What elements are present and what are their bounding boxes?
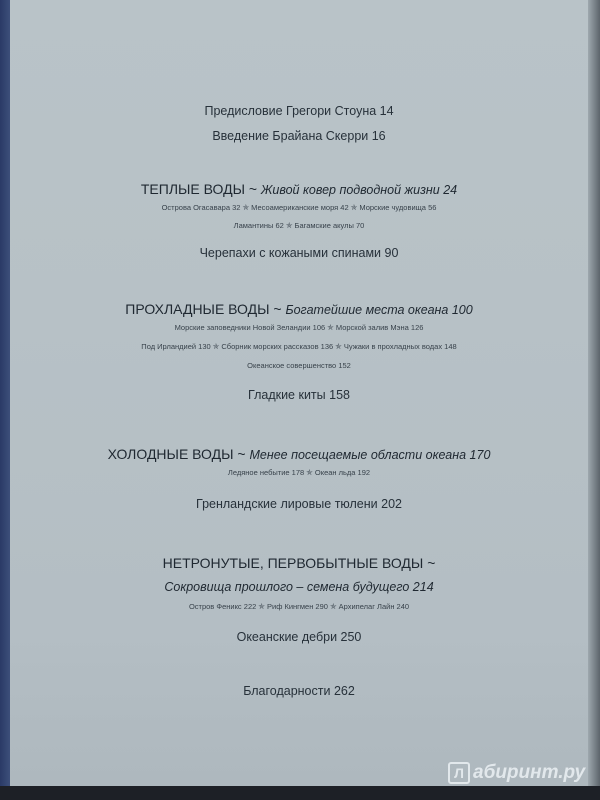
watermark-text: абиринт.ру: [473, 762, 586, 784]
toc-intro: Введение Брайана Скерри 16: [212, 129, 386, 143]
toc-item: Сборник морских рассказов 136: [221, 342, 334, 351]
toc-item: Острова Огасавара 32: [161, 203, 241, 212]
contents-page: [10, 0, 588, 786]
star-icon: ✯: [212, 342, 220, 351]
section-warm-items-row2: [10, 221, 588, 230]
section-cool-heading: [10, 301, 588, 317]
section-warm-subtitle: Живой ковер подводной жизни 24: [260, 183, 458, 197]
toc-item: Ледяное небытие 178: [227, 468, 305, 477]
toc-item: Океан льда 192: [314, 468, 371, 477]
section-warm-heading: [10, 181, 588, 197]
toc-item: Чужаки в прохладных водах 148: [343, 342, 457, 351]
section-cold-subtitle: Менее посещаемые области океана 170: [249, 448, 491, 462]
book-spine-edge: [0, 0, 10, 800]
labirint-watermark: [448, 762, 585, 784]
toc-item: Морской залив Мэна 126: [335, 323, 424, 332]
page-shadow-edge: [588, 0, 600, 800]
section-cold-title: ХОЛОДНЫЕ ВОДЫ ~: [107, 446, 246, 462]
toc-item: Океанское совершенство 152: [247, 361, 351, 370]
section-cool-title: ПРОХЛАДНЫЕ ВОДЫ ~: [125, 301, 282, 317]
section-cool-subtitle: Богатейшие места океана 100: [285, 303, 473, 317]
section-cold-heading: [10, 446, 588, 462]
star-icon: ✯: [242, 203, 250, 212]
toc-item: Морские заповедники Новой Зеландии 106: [174, 323, 326, 332]
toc-item: Морские чудовища 56: [359, 203, 437, 212]
section-pristine-title: НЕТРОНУТЫЕ, ПЕРВОБЫТНЫЕ ВОДЫ ~: [162, 555, 436, 571]
section-cool-items-row1: [10, 323, 588, 332]
section-pristine-feature: Океанские дебри 250: [236, 630, 362, 644]
section-cold-feature: Гренландские лировые тюлени 202: [196, 497, 402, 511]
section-pristine-subtitle: Сокровища прошлого – семена будущего 214: [164, 580, 434, 594]
toc-preface: Предисловие Грегори Стоуна 14: [204, 104, 394, 118]
section-pristine-items-row1: [10, 602, 588, 611]
section-cool-items-row2: [10, 342, 588, 351]
section-warm-title: ТЕПЛЫЕ ВОДЫ ~: [140, 181, 258, 197]
star-icon: ✯: [335, 342, 342, 351]
toc-item: Риф Кингмен 290: [267, 602, 328, 611]
page-bottom-edge: [0, 786, 600, 800]
star-icon: ✯: [258, 602, 265, 611]
toc-item: Архипелаг Лайн 240: [338, 602, 410, 611]
toc-item: Ламантины 62: [233, 221, 284, 230]
toc-item: Под Ирландией 130: [141, 342, 211, 351]
star-icon: ✯: [285, 221, 293, 230]
star-icon: ✯: [350, 203, 358, 212]
section-cool-feature: Гладкие киты 158: [248, 388, 350, 402]
section-warm-items-row1: [10, 203, 588, 212]
star-icon: ✯: [327, 323, 334, 332]
section-cold-items-row1: [10, 468, 588, 477]
labirint-logo-icon: Л: [448, 762, 470, 784]
toc-item: Багамские акулы 70: [294, 221, 365, 230]
star-icon: ✯: [329, 602, 337, 611]
section-cool-items-row3: [10, 361, 588, 370]
star-icon: ✯: [306, 468, 313, 477]
section-pristine-subtitle-line: [10, 578, 588, 594]
toc-item: Месоамериканские моря 42: [251, 203, 349, 212]
toc-acknowledgements: Благодарности 262: [243, 684, 355, 698]
toc-item: Остров Феникс 222: [188, 602, 257, 611]
section-warm-feature: Черепахи с кожаными спинами 90: [199, 246, 399, 260]
